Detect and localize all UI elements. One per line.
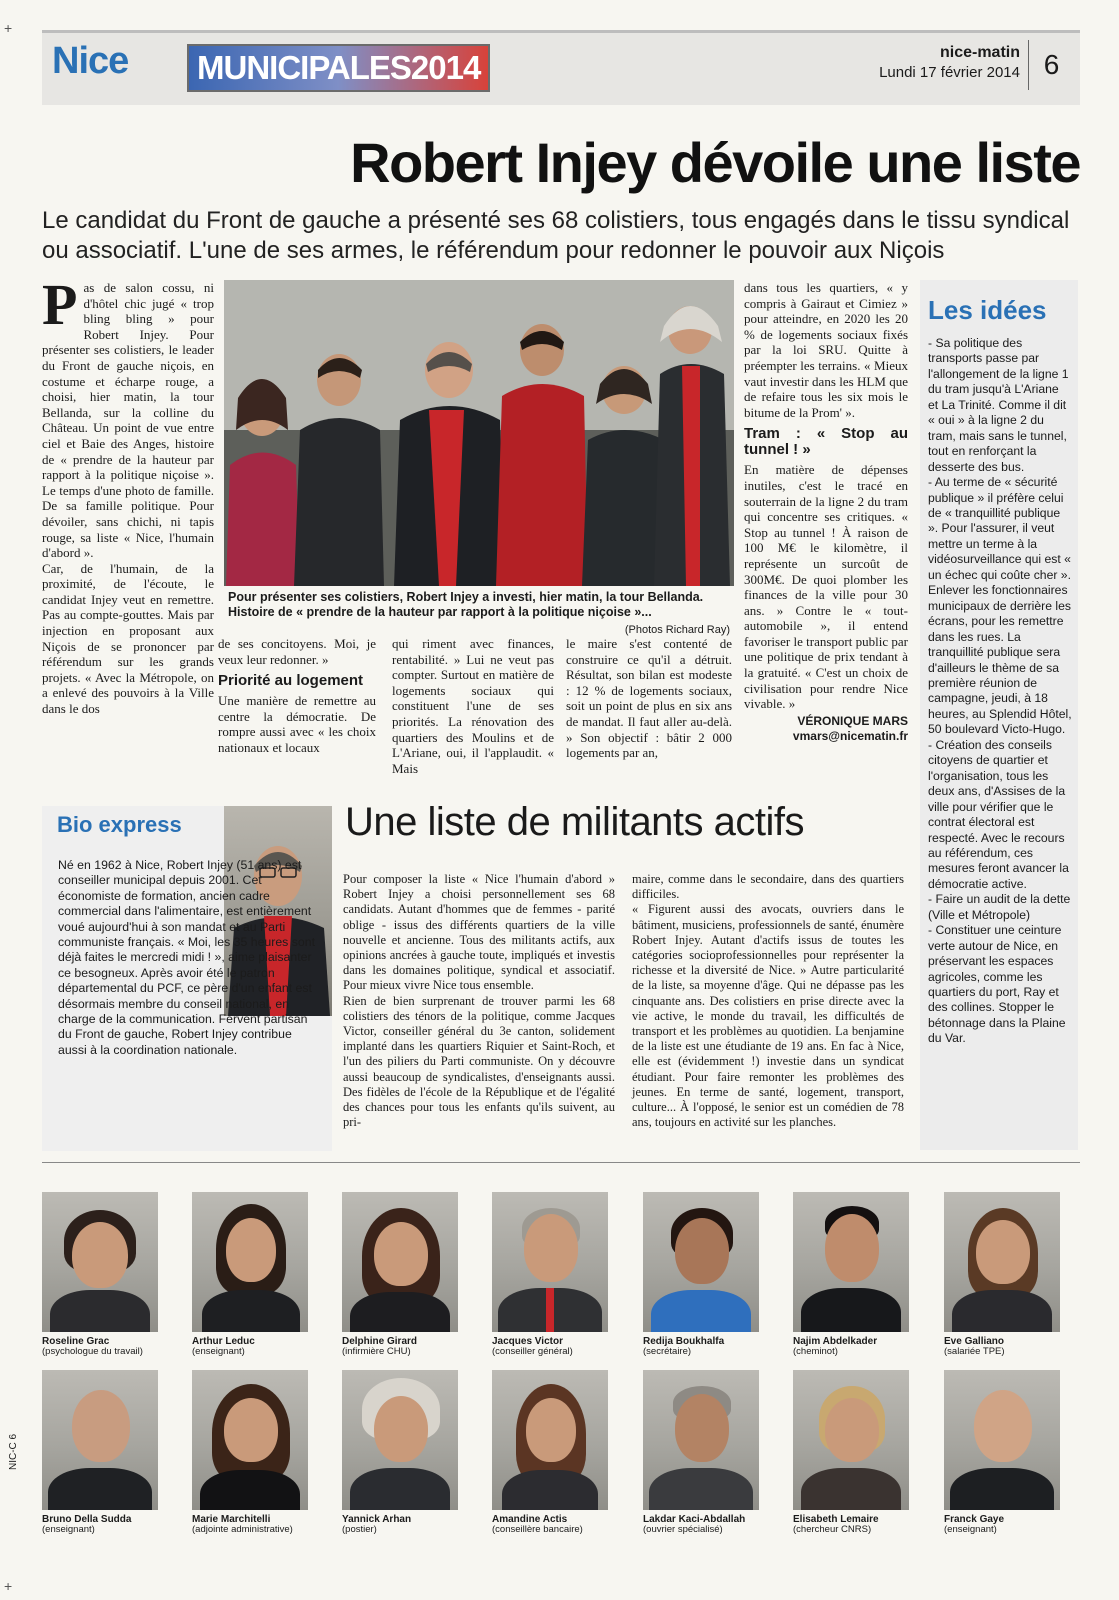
paragraph: « Figurent aussi des avocats, ouvriers dans le bâtiment, musiciens, professionnels de santé, énumère Robert Injey. Autant d'actifs issus de toutes les catégories socioprofessionnelles pour représenter la richesse et la diversité de Nice. » Autre particularité de la liste, sa moyenne d'âge. Qui ne dépasse pas les cinquante ans. Des colistiers en prise directe avec la vie active, le monde du travail, les difficultés de transport et les problèmes au quotidien. La benjamine de la liste est une étudiante de 19 ans. En fac à Nice, elle est (évidemment !) investie dans un syndicat étudiant. Pour faire remonter les problèmes des jeunes. En terme de santé, logement, transport, culture... À l'opposé, le senior est un comédien de 78 ans, toujours en activité sur les planches. bbox=[632, 902, 904, 1130]
candidate-photo bbox=[342, 1370, 458, 1510]
candidate-photo bbox=[793, 1192, 909, 1332]
issue-date: Lundi 17 février 2014 bbox=[879, 64, 1020, 81]
candidate-card bbox=[944, 1192, 1060, 1357]
candidate-photo bbox=[192, 1192, 308, 1332]
candidate-name: Franck Gaye bbox=[944, 1514, 1005, 1525]
candidate-photo bbox=[643, 1370, 759, 1510]
candidate-photo bbox=[342, 1192, 458, 1332]
candidate-name: Bruno Della Sudda bbox=[42, 1514, 132, 1525]
candidate-photo bbox=[643, 1192, 759, 1332]
paper-name: nice-matin bbox=[939, 44, 1020, 61]
candidate-role: (salariée TPE) bbox=[944, 1346, 1005, 1357]
candidate-role: (postier) bbox=[342, 1524, 377, 1535]
subtitle-line: Le candidat du Front de gauche a présenté ses 68 colistiers, tous engagés dans le tissu syndical bbox=[42, 207, 1070, 234]
idea-item: - Constituer une ceinture verte autour de Nice, en préservant les espaces agricoles, comme les quartiers du port, Ray et des collines. Stopper le bétonnage dans la Plaine du Var. bbox=[928, 923, 1066, 1046]
candidate-name: Eve Galliano bbox=[944, 1336, 1005, 1347]
candidate-card bbox=[192, 1192, 308, 1357]
article-column-1 bbox=[42, 272, 214, 717]
idea-item: - Création des conseils citoyens de quartier et l'organisation, tous les deux ans, d'Assises de la ville pour vérifier que le contrat électoral est respecté. Avec le recours au référendum, ces mesures feront avancer la démocratie active. bbox=[928, 737, 1069, 891]
candidate-card bbox=[42, 1192, 158, 1357]
candidate-name: Roseline Grac bbox=[42, 1336, 110, 1347]
candidate-name: Redija Boukhalfa bbox=[643, 1336, 725, 1347]
candidate-card bbox=[793, 1192, 909, 1357]
candidate-photo bbox=[944, 1370, 1060, 1510]
candidate-photo bbox=[944, 1192, 1060, 1332]
candidate-card bbox=[643, 1192, 759, 1357]
section2-column-2 bbox=[632, 872, 904, 1130]
folio-marker: NIC-C 6 bbox=[8, 1433, 19, 1470]
paragraph: dans tous les quartiers, « y compris à Gairaut et Cimiez » pour atteindre, en 2020 les 20 % de logements sociaux fixés par la loi SRU. Quitte à préempter les terrains. « Mieux vaut investir dans les HLM que de refaire tous les six mois le bitume de la Prom' ». bbox=[744, 280, 908, 420]
paragraph: Rien de bien surprenant de trouver parmi les 68 colistiers des ténors de la politique, comme Jacques Victor, conseiller général du 3e canton, solidement implanté dans les quartiers Riquier et Saint-Roch, et l'un des piliers du Parti communiste. On y découvre aussi beaucoup de syndicalistes, d'enseignants aussi. Des fidèles de l'école de la République et de l'égalité des chances pour tous les enfants qu'ils suivent, au pri- bbox=[343, 993, 615, 1130]
candidate-role: (adjointe administrative) bbox=[192, 1524, 293, 1535]
paragraph: Une manière de remettre au centre la démocratie. De rompre aussi avec « les choix nationaux et locaux bbox=[218, 693, 376, 755]
paragraph: as de salon cossu, ni d'hôtel chic jugé « trop bling bling » pour Robert Injey. Pour présenter ses colistiers, le leader du Front de gauche niçois, en costume et écharpe rouge, a choisi, hier matin, la tour Bellanda, sur la colline du Château. Un point de vue entre ciel et Baie des Anges, histoire de « prendre de la hauteur par rapport à la politique niçoise ». Le temps d'une photo de famille. De sa famille politique. Pour dévoiler, sans chichi, ni tapis rouge, sa liste « Nice, l'humain d'abord ». bbox=[42, 280, 214, 561]
candidate-name: Arthur Leduc bbox=[192, 1336, 255, 1347]
idea-item: - Sa politique des transports passe par l'allongement de la ligne 1 du tram jusqu'à L'Ariane et La Trinité. Comme il dit « oui » à la ligne 2 du tram, mais sans le tunnel, tout en renforçant la desserte des bus. bbox=[928, 336, 1069, 474]
candidate-card bbox=[492, 1370, 608, 1535]
article-column-4 bbox=[566, 636, 732, 761]
section2-title: Une liste de militants actifs bbox=[345, 800, 805, 844]
paragraph: Pour composer la liste « Nice l'humain d'abord » Robert Injey a choisi personnellement ses 68 candidats. Autant d'hommes que de femmes - parité oblige - issus des différents quartiers de la ville nouvelle et ancienne. Tous des militants actifs, aux opinions ancrées à gauche toute, impliqués et investis dans les domaines politique, syndical et associatif. Pour mieux vivre Nice tous ensemble. bbox=[343, 872, 615, 993]
section-brand-logo: MUNICIPALES2014 bbox=[187, 44, 490, 92]
candidate-name: Lakdar Kaci-Abdallah bbox=[643, 1514, 746, 1525]
candidate-photo bbox=[492, 1192, 608, 1332]
ideas-list bbox=[928, 336, 1072, 1047]
candidate-card bbox=[793, 1370, 909, 1535]
paragraph: le maire s'est contenté de construire ce qu'il a détruit. Résultat, son bilan est modeste : 12 % de logements sociaux, soit un point de plus en six ans de mandat. Il faut aller au-delà. » Son objectif : bâtir 2 000 logements par an, bbox=[566, 636, 732, 761]
candidate-photo bbox=[42, 1370, 158, 1510]
subtitle-line: ou associatif. L'une de ses armes, le référendum pour redonner le pouvoir aux Niçois bbox=[42, 237, 945, 264]
author-email[interactable]: vmars@nicematin.fr bbox=[792, 729, 908, 744]
section-city: Nice bbox=[52, 40, 129, 82]
candidate-card bbox=[192, 1370, 308, 1535]
photo-caption: Pour présenter ses colistiers, Robert Injey a investi, hier matin, la tour Bellanda. Histoire de « prendre de la hauteur par rapport à la politique niçoise »... bbox=[228, 590, 704, 619]
author-name: VÉRONIQUE MARS bbox=[797, 713, 908, 728]
candidate-photo bbox=[42, 1192, 158, 1332]
idea-item: - Faire un audit de la dette (Ville et Métropole) bbox=[928, 892, 1071, 922]
paragraph: Car, de l'humain, de la proximité, de l'écoute, le candidat Injey veut en remettre. Pas au compte-gouttes. Mais par injection en proposant aux Niçois de se prononcer par référendum sur les grands projets. « Avec la Métropole, on a enlevé des pouvoirs à la Ville dans le dos bbox=[42, 560, 214, 717]
bio-title: Bio express bbox=[57, 812, 182, 837]
candidate-role: (infirmière CHU) bbox=[342, 1346, 411, 1357]
divider bbox=[42, 1162, 1080, 1163]
headline: Robert Injey dévoile une liste bbox=[350, 131, 1080, 194]
ideas-title: Les idées bbox=[928, 295, 1047, 325]
group-photo bbox=[224, 280, 734, 586]
candidate-card bbox=[492, 1192, 608, 1357]
candidate-card bbox=[944, 1370, 1060, 1535]
candidate-photo bbox=[192, 1370, 308, 1510]
section2-column-1 bbox=[343, 872, 615, 1130]
candidate-name: Amandine Actis bbox=[492, 1514, 568, 1525]
candidate-role: (conseiller général) bbox=[492, 1346, 573, 1357]
candidate-role: (enseignant) bbox=[944, 1524, 997, 1535]
candidate-role: (enseignant) bbox=[42, 1524, 95, 1535]
article-column-2 bbox=[218, 636, 376, 756]
candidate-photo bbox=[793, 1370, 909, 1510]
photo-credit: (Photos Richard Ray) bbox=[624, 624, 730, 636]
candidate-card bbox=[42, 1370, 158, 1535]
paragraph: En matière de dépenses inutiles, c'est le tracé en souterrain de la ligne 2 du tram qui concentre ses critiques. « Stop au tunnel ! À raison de 100 M€ le kilomètre, il représente un surcoût de 300M€. De quoi plomber les finances de la ville pour 30 ans. » Contre le « tout-automobile », il entend favoriser le transport public par une politique de prix tendant à la gratuité. « C'est un choix de civilisation pour rendre Nice vivable. » bbox=[744, 462, 908, 712]
candidate-role: (secrétaire) bbox=[643, 1346, 692, 1357]
candidate-card bbox=[342, 1370, 458, 1535]
bio-text: Né en 1962 à Nice, Robert Injey (51 ans) est conseiller municipal depuis 2001. Cet économiste de formation, ancien cadre commercial dans l'alimentaire, est entièrement voué aujourd'hui à son mandat et au Parti communiste français. « Moi, les 35 heures sont déjà faites le mercredi midi ! », aime plaisanter ce besogneux. Après avoir été le patron départemental du PCF, ce père d'un enfant est désormais membre du conseil national, en charge de la communication. Fervent partisan du Front de gauche, Robert Injey contribue aussi à la coordination nationale. bbox=[58, 858, 315, 1057]
candidate-name: Elisabeth Lemaire bbox=[793, 1514, 879, 1525]
subhead-logement: Priorité au logement bbox=[218, 672, 364, 690]
candidate-name: Marie Marchitelli bbox=[192, 1514, 271, 1525]
paragraph: de ses concitoyens. Moi, je veux leur redonner. » bbox=[218, 636, 376, 667]
candidate-role: (enseignant) bbox=[192, 1346, 245, 1357]
candidate-role: (conseillère bancaire) bbox=[492, 1524, 583, 1535]
page-number: 6 bbox=[1028, 40, 1074, 90]
candidate-role: (ouvrier spécialisé) bbox=[643, 1524, 723, 1535]
crop-mark: + bbox=[4, 20, 13, 36]
candidate-name: Delphine Girard bbox=[342, 1336, 418, 1347]
candidate-name: Yannick Arhan bbox=[342, 1514, 412, 1525]
drop-cap: P bbox=[42, 272, 78, 337]
candidate-role: (chercheur CNRS) bbox=[793, 1524, 872, 1535]
idea-item: - Au terme de « sécurité publique » il préfère celui de « tranquillité publique ». Pour l'assurer, il veut mettre un terme à la vidéosurveillance qui est « un échec qui coûte cher ». Enlever les fonctionnaires municipaux de derrière les écrans, pour les remettre dans les rues. La tranquillité publique sera d'ailleurs le thème de sa première réunion de campagne, jeudi, à 18 heures, au Splendid Hôtel, 50 boulevard Victo-Hugo. bbox=[928, 475, 1072, 737]
candidate-name: Najim Abdelkader bbox=[793, 1336, 878, 1347]
candidate-photo bbox=[492, 1370, 608, 1510]
paragraph: qui riment avec finances, rentabilité. » Lui ne veut pas compter. Surtout en matière de logements sociaux qui constituent l'une de ses priorités. La rénovation des quartiers des Moulins et de L'Ariane, oui, il l'applaudit. « Mais bbox=[392, 636, 554, 776]
candidate-card bbox=[342, 1192, 458, 1357]
candidate-role: (psychologue du travail) bbox=[42, 1346, 143, 1357]
candidate-card bbox=[643, 1370, 759, 1535]
candidate-name: Jacques Victor bbox=[492, 1336, 563, 1347]
article-column-3 bbox=[392, 636, 554, 776]
crop-mark: + bbox=[4, 1578, 13, 1594]
subhead-tram: Tram : « Stop au tunnel ! » bbox=[744, 425, 908, 459]
paragraph: maire, comme dans le secondaire, dans des quartiers difficiles. bbox=[632, 872, 904, 902]
article-column-5 bbox=[744, 280, 908, 745]
candidate-role: (cheminot) bbox=[793, 1346, 838, 1357]
group-photo-illustration bbox=[224, 280, 734, 586]
